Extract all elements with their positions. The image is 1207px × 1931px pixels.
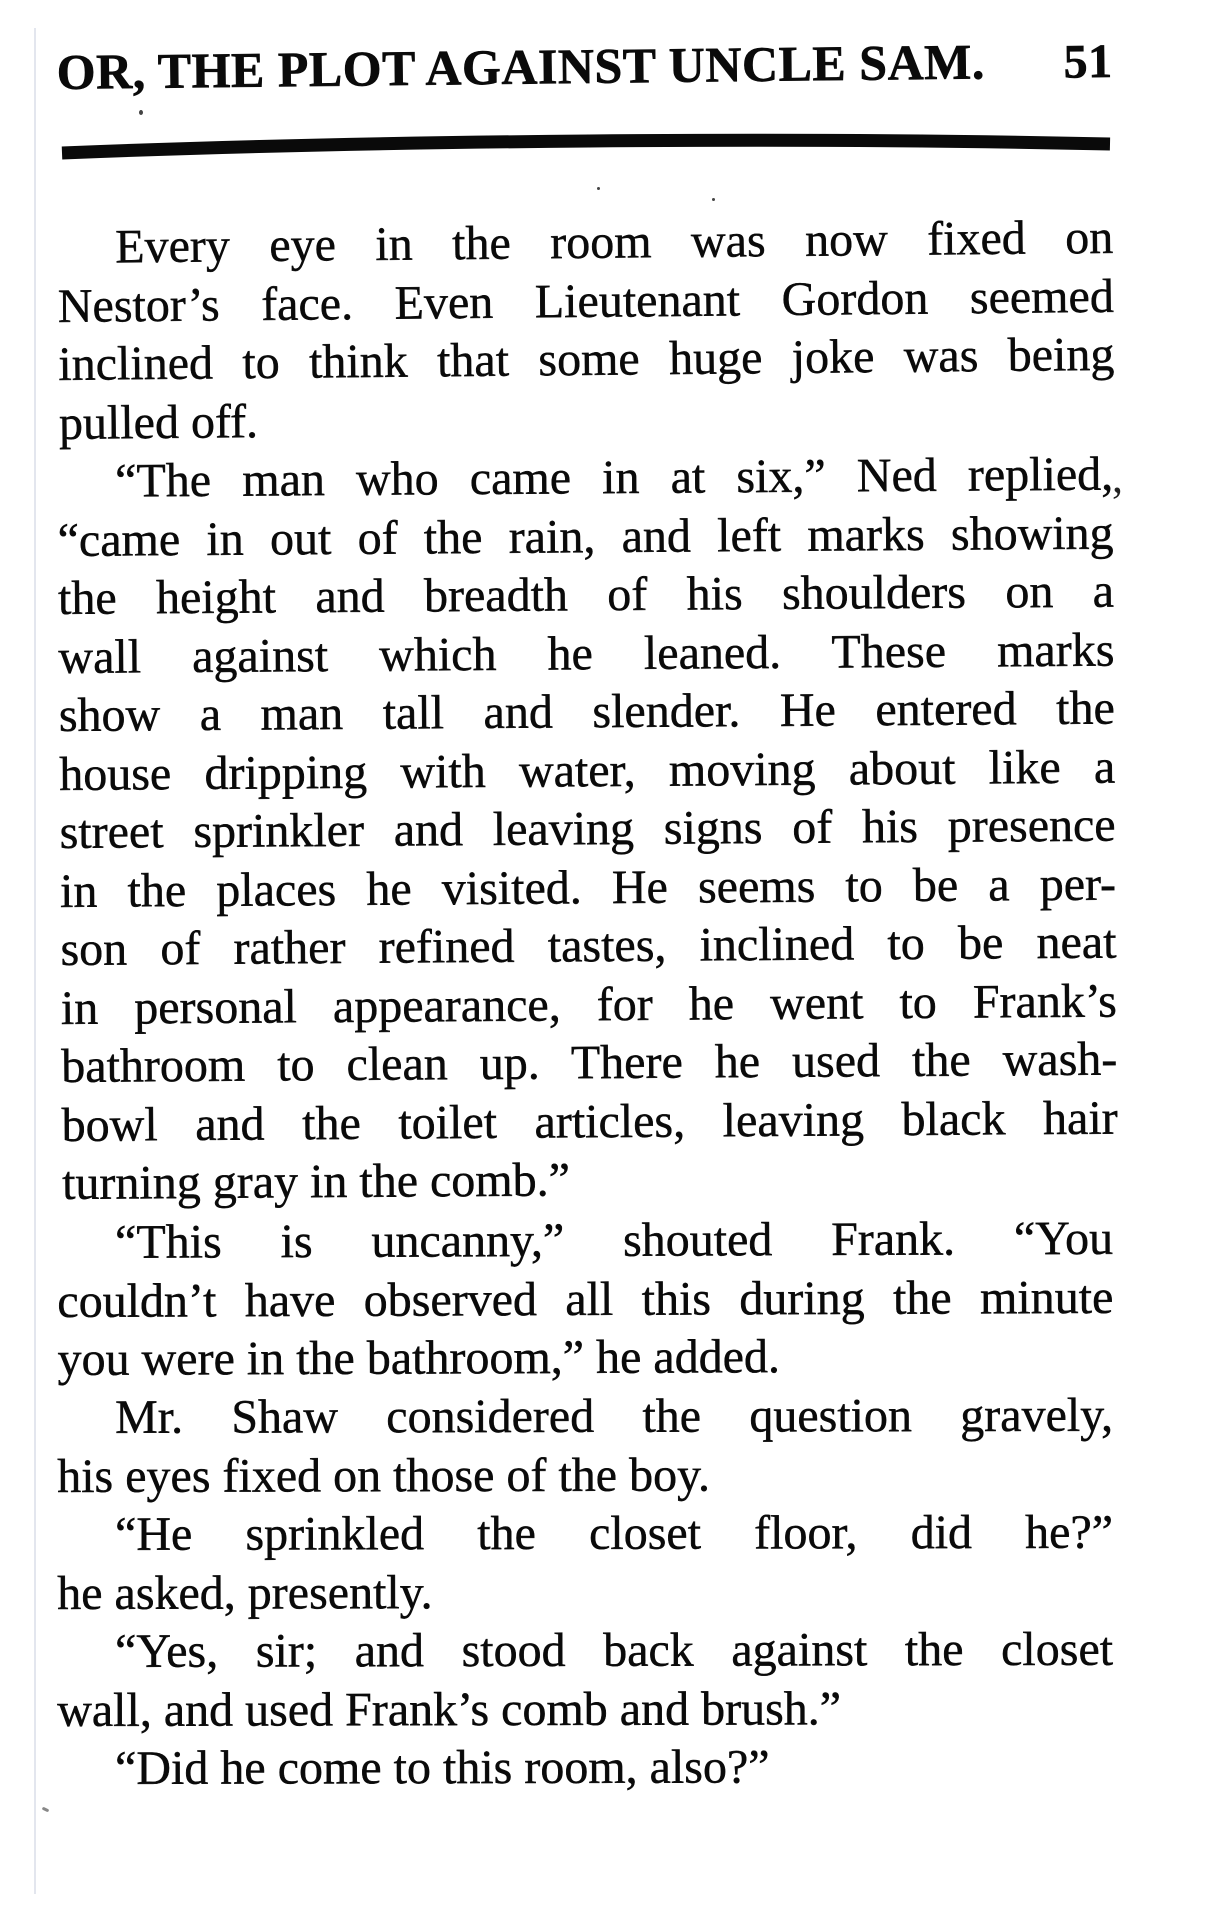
text-line: show a man tall and slender. He entered the (58, 681, 1115, 742)
text-line: pulled off. (58, 394, 259, 450)
paragraph (57, 1621, 1113, 1740)
paragraph (57, 1209, 1114, 1389)
text-line: bathroom to clean up. There he used the wash- (61, 1032, 1118, 1093)
text-line: turning gray in the comb.” (61, 1153, 571, 1210)
header-rule (55, 128, 1117, 164)
paragraph (57, 1738, 1113, 1799)
running-title: OR, THE PLOT AGAINST UNCLE SAM. (56, 33, 986, 101)
text-line: Every eye in the room was now fixed on (115, 210, 1114, 274)
text-line: couldn’t have observed all this during the minute (57, 1269, 1114, 1327)
text-line: “The man who came in at six,” Ned replied, (115, 447, 1114, 508)
text-line: the height and breadth of his shoulders on a (57, 564, 1115, 625)
text-line: “came in out of the rain, and left marks showing (57, 506, 1114, 567)
text-line: “This is uncanny,” shouted Frank. “You (115, 1211, 1114, 1269)
text-line: house dripping with water, moving about like a (59, 740, 1116, 801)
running-header (56, 30, 1113, 104)
text-line: wall against which he leaned. These marks (58, 623, 1115, 684)
text-line: “He sprinkled the closet floor, did he?” (115, 1505, 1114, 1561)
paragraph (57, 209, 1115, 453)
text-line: you were in the bathroom,” he added. (57, 1329, 781, 1386)
text-line: Nestor’s face. Even Lieutenant Gordon seemed (57, 269, 1115, 333)
text-line: inclined to think that some huge joke was being (58, 327, 1115, 391)
text-line: street sprinkler and leaving signs of his presence (59, 798, 1116, 859)
page-number: 51 (1063, 35, 1113, 89)
ink-speck (712, 198, 715, 201)
text-line: in the places he visited. He seems to be a per- (59, 857, 1117, 918)
paragraph (57, 1504, 1113, 1623)
ink-speck (42, 1807, 50, 1813)
paragraph (57, 446, 1118, 1214)
text-line: he asked, presently. (57, 1565, 433, 1620)
text-line: in personal appearance, for he went to Frank’s (60, 974, 1118, 1035)
paragraph (57, 1387, 1113, 1506)
text-line: Mr. Shaw considered the question gravely, (115, 1388, 1114, 1444)
text-line: son of rather refined tastes, inclined to be neat (60, 915, 1117, 976)
stray-ink-mark: , (1112, 453, 1123, 502)
ink-speck (139, 110, 143, 115)
text-line: “Did he come to this room, also?” (115, 1740, 770, 1795)
text-line: his eyes fixed on those of the boy. (57, 1448, 711, 1503)
page-body (57, 210, 1118, 1799)
ink-speck (597, 187, 600, 190)
text-line: wall, and used Frank’s comb and brush.” (57, 1681, 842, 1737)
text-line: bowl and the toilet articles, leaving black hair (61, 1091, 1118, 1152)
text-line: “Yes, sir; and stood back against the closet (115, 1622, 1114, 1678)
scan-edge-line (34, 28, 36, 1894)
